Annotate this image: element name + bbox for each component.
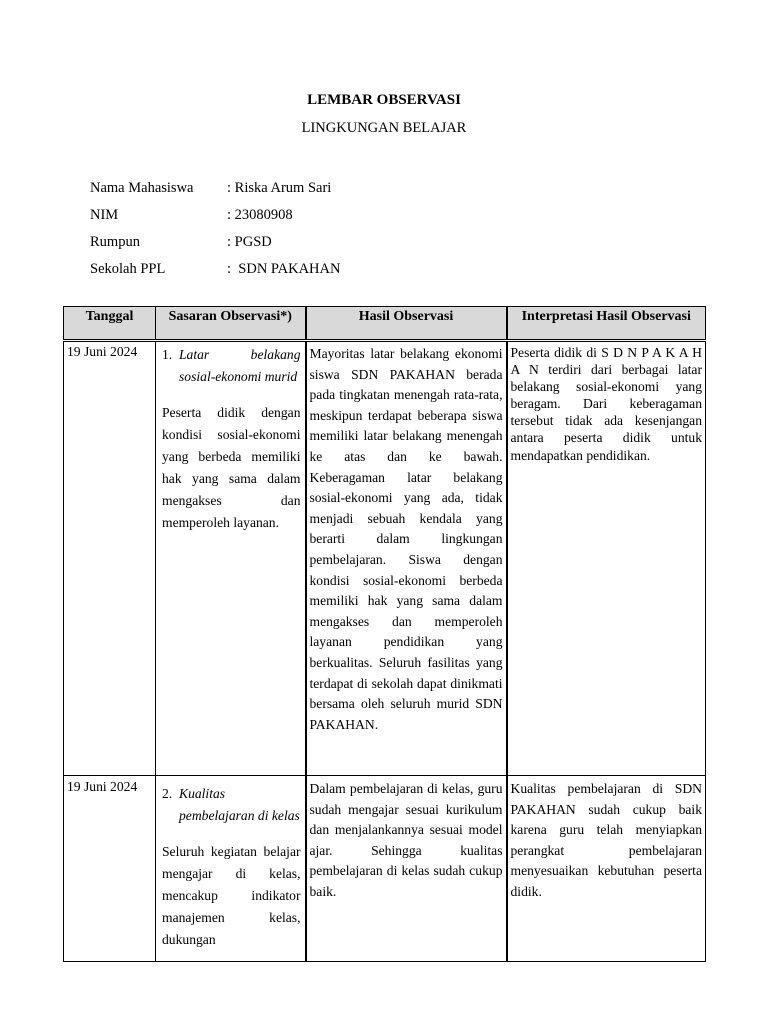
header-date: Tanggal xyxy=(64,307,156,341)
info-row-school xyxy=(90,261,340,288)
info-label: Sekolah PPL xyxy=(90,261,166,277)
info-label: NIM xyxy=(90,207,119,223)
cell-target xyxy=(156,341,306,776)
target-item xyxy=(162,783,301,827)
cell-result: Mayoritas latar belakang ekonomi siswa SDN PAKAHAN berada pada tingkatan menengah rata-rata, meskipun terdapat beberapa siswa memiliki latar belakang menengah ke atas dan ke bawah. Keberagaman latar belakang sosial-ekonomi yang ada, tidak menjadi sebuah kendala yang berarti dalam lingkungan pembelajaran. Siswa dengan kondisi sosial-ekonomi berbeda memiliki hak yang sama dalam mengakses dan memperoleh layanan pendidikan yang berkualitas. Seluruh fasilitas yang terdapat di sekolah dapat dinikmati bersama oleh seluruh murid SDN PAKAHAN. xyxy=(306,341,507,776)
target-number: 2. xyxy=(162,786,173,801)
target-description: Seluruh kegiatan belajar mengajar di kelas, mencakup indikator manajemen kelas, dukungan xyxy=(162,844,301,947)
info-label: Rumpun xyxy=(90,234,140,250)
target-item xyxy=(162,344,301,388)
cell-interpretation: Kualitas pembelajaran di SDN PAKAHAN sudah cukup baik karena guru telah menyiapkan perangkat pembelajaran menyesuaikan kebutuhan peserta didik. xyxy=(507,776,706,962)
student-info xyxy=(90,180,340,288)
header-target: Sasaran Observasi*) xyxy=(156,307,306,341)
info-row-name xyxy=(90,180,340,207)
document-subtitle: LINGKUNGAN BELAJAR xyxy=(301,120,467,136)
cell-date: 19 Juni 2024 xyxy=(64,776,156,962)
target-title: Latar belakang sosial-ekonomi murid xyxy=(179,347,301,384)
target-description: Peserta didik dengan kondisi sosial-ekonomi yang berbeda memiliki hak yang sama dalam mengakses dan memperoleh layanan. xyxy=(162,405,301,530)
cell-interpretation: Peserta didik di S D N P A K A H A N terdiri dari berbagai latar belakang sosial-ekonomi yang beragam. Dari keberagaman tersebut tidak ada kesenjangan antara peserta didik untuk mendapatkan pendidikan. xyxy=(507,341,706,776)
observation-table xyxy=(63,306,706,962)
info-value: : Riska Arum Sari xyxy=(227,180,332,196)
cell-target xyxy=(156,776,306,962)
header-result: Hasil Observasi xyxy=(306,307,507,341)
info-value: : PGSD xyxy=(227,234,272,250)
info-value: : SDN PAKAHAN xyxy=(227,261,341,277)
table-header-row xyxy=(64,307,706,341)
cell-result: Dalam pembelajaran di kelas, guru sudah mengajar sesuai kurikulum dan menjalankannya sesuai model ajar. Sehingga kualitas pembelajaran di kelas sudah cukup baik. xyxy=(306,776,507,962)
header-interpretation: Interpretasi Hasil Observasi xyxy=(507,307,706,341)
info-row-rumpun xyxy=(90,234,340,261)
cell-date: 19 Juni 2024 xyxy=(64,341,156,776)
table-row xyxy=(64,776,706,962)
info-row-nim xyxy=(90,207,340,234)
info-label: Nama Mahasiswa xyxy=(90,180,194,196)
table-row xyxy=(64,341,706,776)
document-title: LEMBAR OBSERVASI xyxy=(307,92,461,108)
target-title: Kualitas pembelajaran di kelas xyxy=(179,786,300,823)
target-number: 1. xyxy=(162,347,173,362)
info-value: : 23080908 xyxy=(227,207,293,223)
